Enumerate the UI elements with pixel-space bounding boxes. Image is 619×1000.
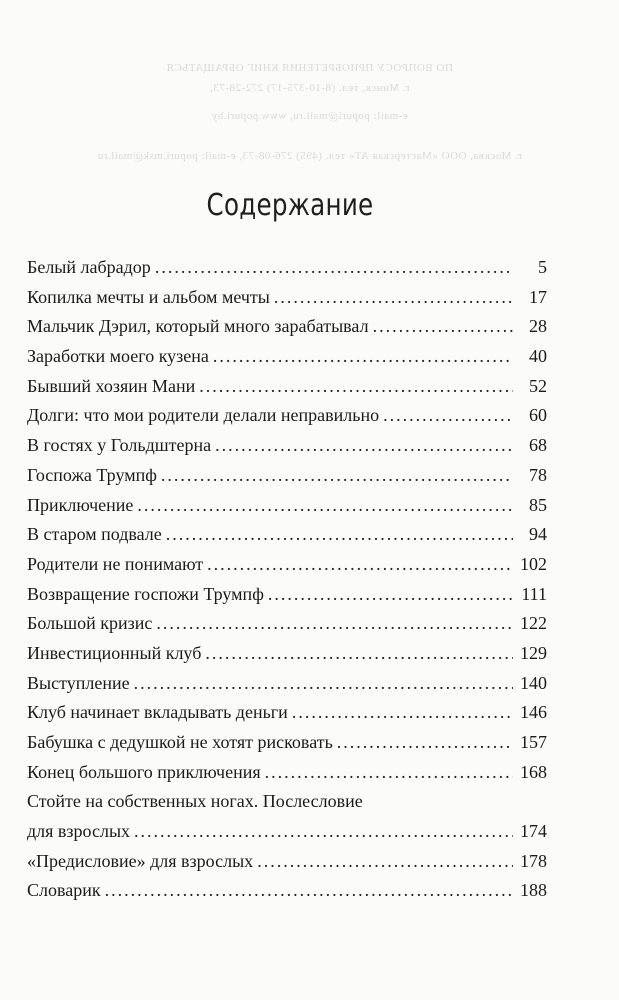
toc-entry-title: Клуб начинает вкладывать деньги — [27, 702, 288, 723]
toc-entry-title: Большой кризис — [27, 613, 153, 634]
dot-leader — [213, 342, 513, 372]
toc-page-number: 5 — [538, 257, 547, 277]
toc-entry-first-line — [27, 787, 547, 817]
toc-page-number: 140 — [520, 672, 547, 693]
toc-entry-title: Белый лабрадор — [27, 257, 151, 277]
reverse-side-text-line: г. Москва, ООО «Мастерская АТ» тел. (495) 276-08-73, e-mail: popuri.msk@mail.ru — [97, 150, 522, 162]
dot-leader — [337, 728, 513, 758]
toc-entry-title: Долги: что мои родители делали неправильно — [27, 405, 380, 426]
dot-leader — [166, 520, 513, 550]
toc-entry-title: Заработки моего кузена — [27, 346, 209, 367]
toc-entry — [27, 550, 547, 580]
toc-page-number: 28 — [529, 316, 547, 337]
toc-entry — [27, 520, 547, 550]
dot-leader — [156, 609, 513, 639]
toc-entry — [27, 698, 547, 728]
dot-leader — [199, 372, 513, 402]
toc-entry-title: Стойте на собственных ногах. Послесловие — [27, 791, 363, 812]
toc-entry-title: Бабушка с дедушкой не хотят рисковать — [27, 732, 333, 752]
toc-page-number: 146 — [520, 702, 547, 723]
toc-page-number: 52 — [529, 375, 547, 396]
dot-leader — [134, 669, 513, 699]
toc-entry-title: Инвестиционный клуб — [27, 642, 202, 663]
toc-entry — [27, 758, 547, 788]
toc-entry-title: «Предисловие» для взрослых — [27, 850, 254, 871]
dot-leader — [134, 817, 513, 847]
toc-entry-title: Конец большого приключения — [27, 761, 261, 782]
toc-entry-title: В старом подвале — [27, 524, 162, 545]
dot-leader — [207, 550, 513, 580]
toc-page-number: 122 — [520, 613, 547, 634]
toc-page-number: 157 — [520, 732, 547, 752]
toc-entry — [27, 461, 547, 491]
toc-entry — [27, 639, 547, 669]
toc-entry-title: Приключение — [27, 494, 134, 515]
toc-entry — [27, 312, 547, 342]
toc-entry-title: Копилка мечты и альбом мечты — [27, 286, 270, 307]
toc-entry — [27, 401, 547, 431]
reverse-side-text-line: ПО ВОПРОСУ ПРИОБРЕТЕНИЯ КНИГ ОБРАЩАТЬСЯ — [166, 62, 453, 74]
toc-entry-title: Родители не понимают — [27, 553, 204, 574]
toc-page-number: 68 — [529, 435, 547, 456]
toc-entry-title: Госпожа Трумпф — [27, 464, 157, 485]
toc-entry — [27, 431, 547, 461]
dot-leader — [274, 283, 513, 313]
toc-entry-title: Бывший хозяин Мани — [27, 375, 196, 396]
toc-entry — [27, 253, 547, 283]
toc-page-number: 60 — [529, 405, 547, 426]
toc-entry-title: В гостях у Гольдштерна — [27, 435, 212, 456]
toc-entry-title: Словарик — [27, 880, 101, 901]
toc-entry-title: Возвращение госпожи Трумпф — [27, 583, 264, 604]
toc-entry — [27, 876, 547, 906]
toc-entry — [27, 580, 547, 610]
dot-leader — [268, 580, 513, 610]
dot-leader — [292, 698, 513, 728]
toc-page-number: 129 — [520, 642, 547, 663]
toc-entry — [27, 847, 547, 877]
toc-page-number: 17 — [529, 286, 547, 307]
dot-leader — [155, 253, 513, 283]
toc-entry — [27, 491, 547, 521]
toc-entry-title-continuation: для взрослых — [27, 821, 131, 842]
toc-page-number: 85 — [529, 494, 547, 515]
dot-leader — [105, 876, 513, 906]
table-of-contents — [27, 253, 547, 906]
toc-entry — [27, 728, 547, 758]
toc-page-number: 178 — [520, 850, 547, 871]
toc-page-number: 111 — [521, 583, 547, 604]
toc-page-number: 174 — [520, 821, 547, 842]
toc-page-number: 40 — [529, 346, 547, 367]
reverse-side-text-line: г. Минск, тел. (8-10-375-17) 272-28-73, — [209, 82, 410, 94]
toc-entry-title: Выступление — [27, 672, 130, 693]
dot-leader — [373, 312, 513, 342]
dot-leader — [265, 758, 513, 788]
dot-leader — [205, 639, 513, 669]
toc-page-number: 102 — [520, 553, 547, 574]
toc-page-number: 78 — [529, 464, 547, 485]
toc-entry — [27, 817, 547, 847]
toc-page-number: 188 — [520, 880, 547, 901]
page-title: Содержание — [206, 188, 374, 224]
toc-entry — [27, 283, 547, 313]
toc-entry — [27, 669, 547, 699]
toc-entry — [27, 342, 547, 372]
dot-leader — [137, 491, 513, 521]
toc-entry — [27, 372, 547, 402]
toc-entry — [27, 609, 547, 639]
toc-entry-title: Мальчик Дэрил, который много зарабатывал — [27, 316, 369, 337]
dot-leader — [161, 461, 513, 491]
dot-leader — [257, 847, 513, 877]
dot-leader — [215, 431, 513, 461]
toc-page-number: 168 — [520, 761, 547, 782]
toc-page-number: 94 — [529, 524, 547, 545]
dot-leader — [383, 401, 513, 431]
reverse-side-text-line: e-mail: popuri@mail.ru, www.popuri.by — [211, 110, 408, 122]
